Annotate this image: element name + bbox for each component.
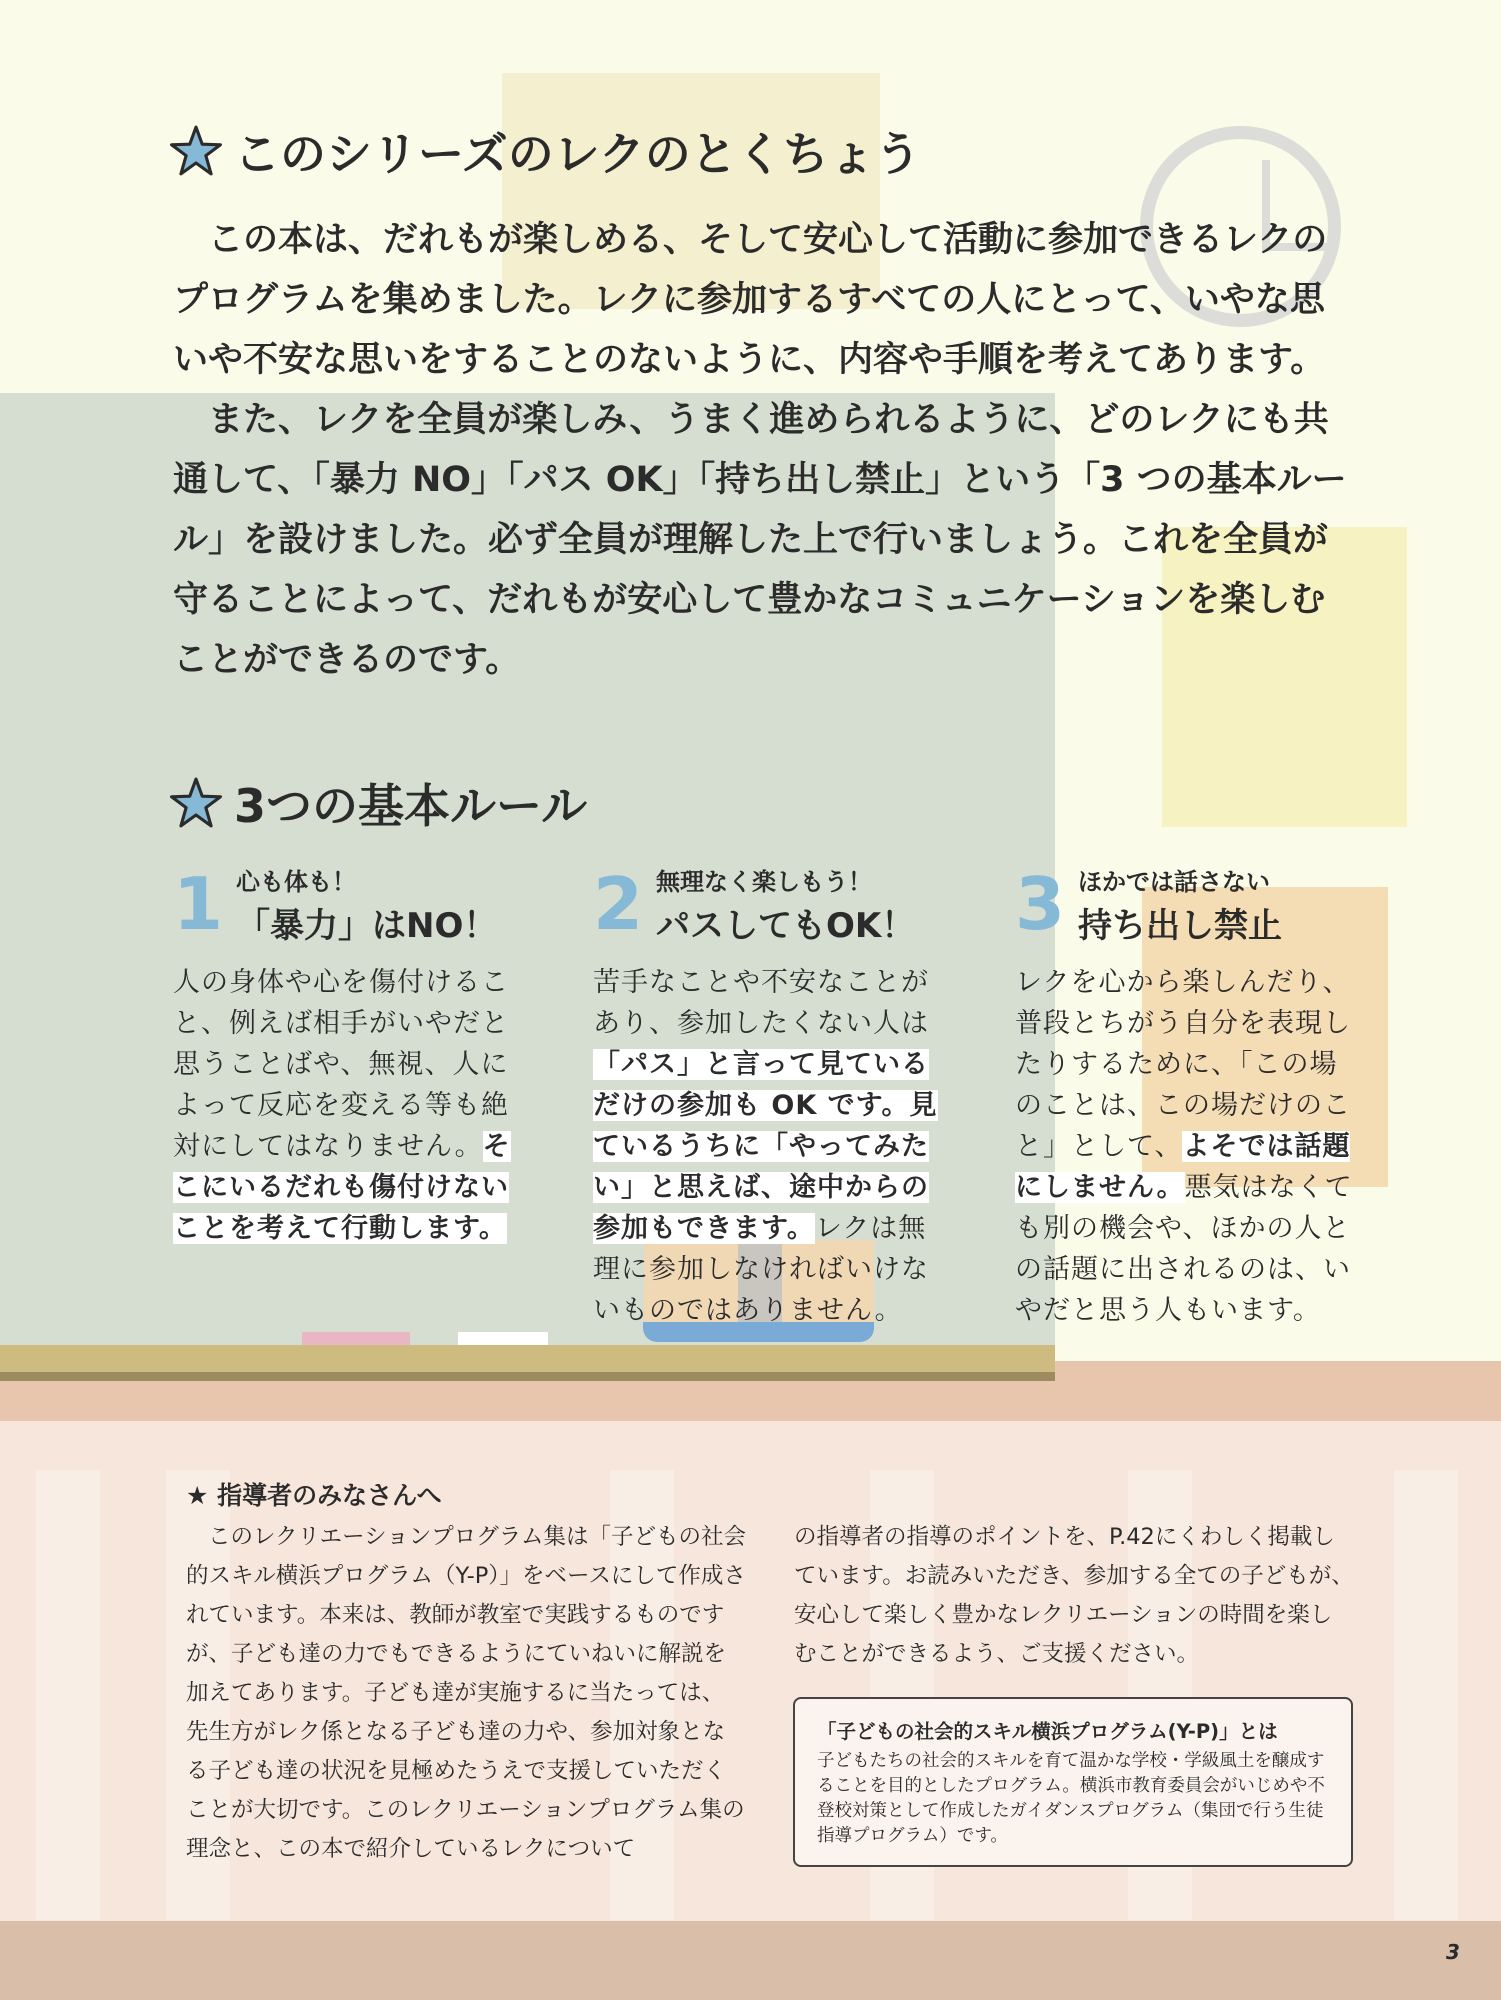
rule-subtitle: ほかでは話さない <box>1078 868 1270 896</box>
chalk-ledge <box>0 1345 1055 1375</box>
instructors-text: このレクリエーションプログラム集は「子どもの社会的スキル横浜プログラム（Y-P）」をベースにして作成されています。本来は、教師が教室で実践するものですが、子ども達の力でもできるようにていねいに解説を加えてあります。子ども達が実施するに当たっては、先生方がレク係となる子ども達の力や、参加対象となる子ども達の状況を見極めたうえで支援していただくことが大切です。このレクリエーションプログラム集の理念と、この本で紹介しているレクについて <box>186 1524 746 1862</box>
rule-title: 持ち出し禁止 <box>1078 906 1282 946</box>
section-title: 3つの基本ルール <box>234 779 588 833</box>
rule-body-text: 苦手なことや不安なことがあり、参加したくない人は <box>593 967 929 1039</box>
rule-number: 2 <box>593 862 644 946</box>
rule-subtitle: 心も体も！ <box>236 868 356 896</box>
rule-header <box>173 860 518 950</box>
rule-body-highlight: そこにいるだれも傷付けないことを考えて行動します。 <box>173 1131 511 1244</box>
rule-body-highlight: 「パス」と言って見ているだけの参加も OK です。見ているうちに「やってみたい」と思えば、途中からの参加もできます。 <box>593 1049 938 1244</box>
rule-body-tail: 悪気はなくても別の機会や、ほかの人との話題に出されるのは、いやだと思う人もいます。 <box>1015 1172 1353 1326</box>
instructors-column-left <box>186 1518 746 1869</box>
instructors-title: 指導者のみなさんへ <box>217 1481 442 1510</box>
yp-box-body: 子どもたちの社会的スキルを育て温かな学校・学級風土を醸成することを目的としたプログラム。横浜市教育委員会がいじめや不登校対策として作成したガイダンスプログラム（集団で行う生徒指導プログラム）です。 <box>817 1751 1325 1846</box>
rule-header <box>1015 860 1360 950</box>
features-text <box>173 210 1358 690</box>
star-icon <box>170 125 222 177</box>
yp-info-box <box>793 1697 1353 1867</box>
star-icon <box>170 777 222 829</box>
rule-body-text: 人の身体や心を傷付けること、例えば相手がいやだと思うことばや、無視、人によって反応を変える等も絶対にしてはなりません。 <box>173 967 509 1162</box>
wall-plank <box>1394 1470 1458 1920</box>
yp-box-title: 「子どもの社会的スキル横浜プログラム(Y-P)」とは <box>817 1720 1278 1743</box>
instructors-text: の指導者の指導のポイントを、P.42にくわしく掲載しています。お読みいただき、参加する全ての子どもが、安心して楽しく豊かなレクリエーションの時間を楽しむことができるよう、ご支援ください。 <box>794 1524 1354 1667</box>
instructors-column-right <box>794 1518 1354 1674</box>
rule-card <box>593 860 938 1331</box>
rule-card <box>173 860 518 1249</box>
section-heading-features <box>170 118 921 184</box>
section-title: このシリーズのレクのとくちょう <box>234 127 921 181</box>
rule-card <box>1015 860 1360 1331</box>
chalk-ledge-shadow <box>0 1372 1055 1381</box>
rule-number: 3 <box>1015 862 1066 946</box>
rule-number: 1 <box>173 862 224 946</box>
rule-title: パスしてもOK！ <box>656 906 916 946</box>
rule-body-text: レクを心から楽しんだり、普段とちがう自分を表現したりするために、「この場のことは、この場だけのこと」として、 <box>1015 967 1351 1162</box>
features-paragraph: また、レクを全員が楽しみ、うまく進められるように、どのレクにも共通して、「暴力 NO」「パス OK」「持ち出し禁止」という「3 つの基本ルール」を設けました。必ず全員が理解した上で行いましょう。これを全員が守ることによって、だれもが安心して豊かなコミュニケーションを楽しむことができるのです。 <box>173 400 1347 680</box>
chalk-pink <box>302 1332 410 1346</box>
instructors-heading <box>186 1476 442 1512</box>
rule-title: 「暴力」はNO！ <box>236 906 498 946</box>
rule-header <box>593 860 938 950</box>
section-heading-rules <box>170 770 587 836</box>
features-paragraph: この本は、だれもが楽しめる、そして安心して活動に参加できるレクのプログラムを集めました。レクに参加するすべての人にとって、いやな思いや不安な思いをすることのないように、内容や手順を考えてあります。 <box>173 220 1328 380</box>
chalk-white <box>458 1332 548 1346</box>
rule-body <box>173 962 518 1249</box>
page-number: 3 <box>1446 1940 1460 1964</box>
rule-body-tail: レクは無理に参加しなければいけないものではありません。 <box>593 1213 929 1326</box>
rule-body-highlight: よそでは話題にしません。 <box>1015 1131 1351 1203</box>
rule-subtitle: 無理なく楽しもう！ <box>656 868 872 896</box>
rule-body <box>1015 962 1360 1331</box>
wall-plank <box>36 1470 100 1920</box>
star-icon: ★ <box>186 1481 218 1510</box>
rule-body <box>593 962 938 1331</box>
floor <box>0 1921 1501 2000</box>
